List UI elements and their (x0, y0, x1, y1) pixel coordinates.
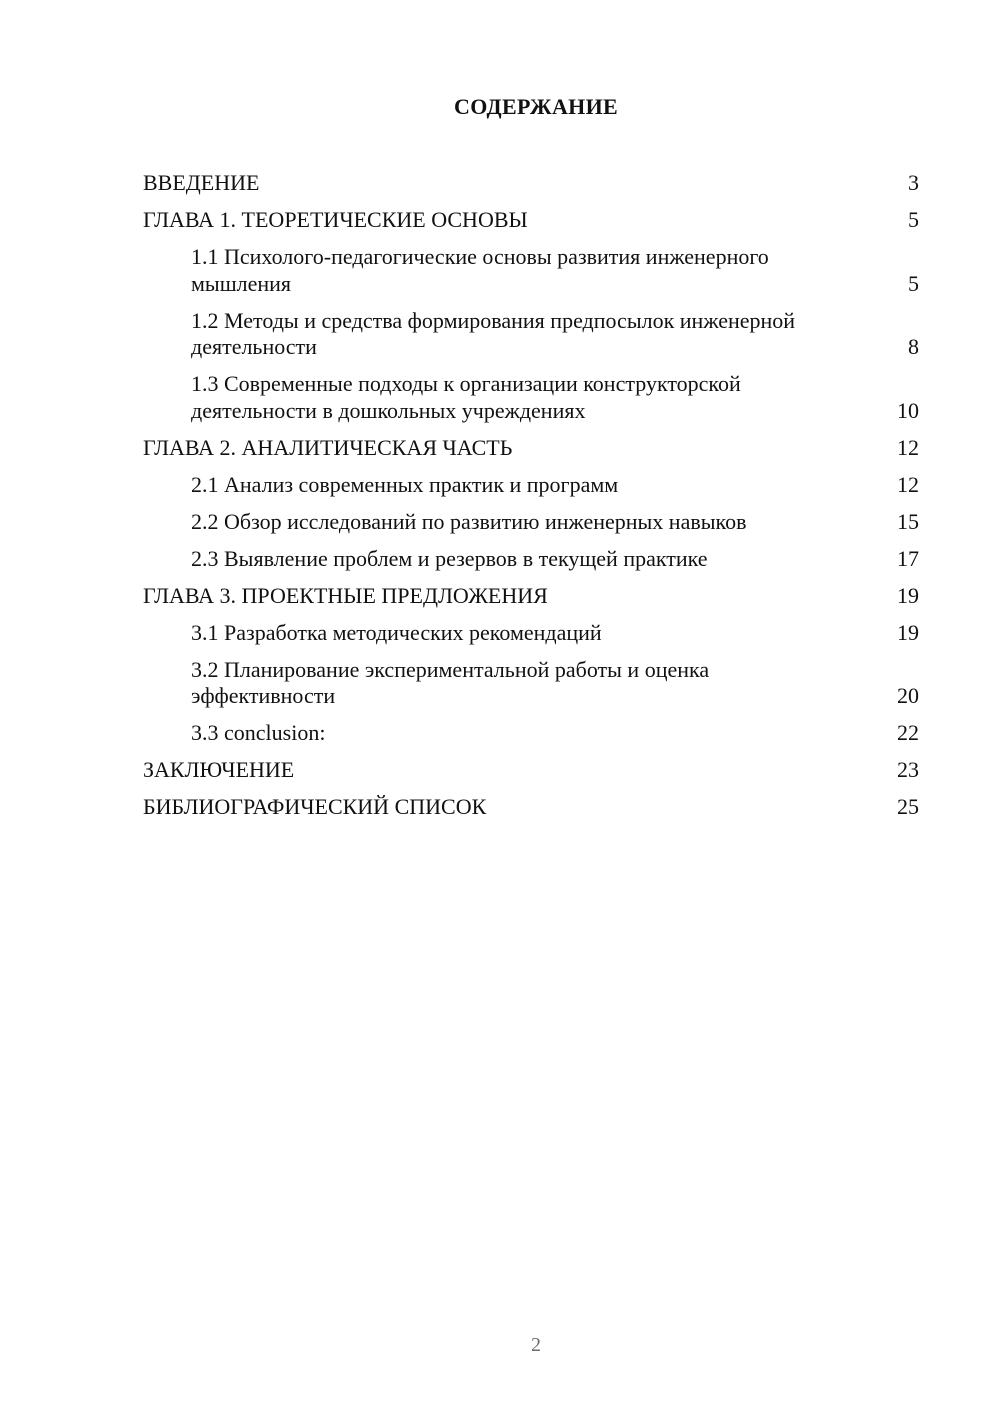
toc-entry-title: 2.2 Обзор исследований по развитию инженерных навыков (191, 508, 747, 534)
toc-entry[interactable] (143, 509, 919, 536)
toc-entry-title: ГЛАВА 1. ТЕОРЕТИЧЕСКИЕ ОСНОВЫ (143, 207, 528, 232)
toc-entry-title: 3.1 Разработка методических рекомендаций (191, 619, 602, 645)
toc-entry-page: 15 (897, 508, 919, 534)
toc-entry[interactable] (143, 657, 919, 710)
toc-entry-page: 5 (908, 207, 919, 232)
toc-entry[interactable] (143, 207, 919, 234)
toc-entry[interactable] (143, 720, 919, 747)
toc-entry[interactable] (143, 308, 919, 361)
toc-entry-page: 23 (897, 757, 919, 782)
toc-entry-page: 5 (908, 270, 919, 296)
toc-entry-page: 19 (897, 582, 919, 608)
toc-entry-page: 3 (908, 170, 919, 195)
toc-entry-title: БИБЛИОГРАФИЧЕСКИЙ СПИСОК (143, 794, 487, 819)
toc-entry-title: 3.2 Планирование экспериментальной работы и оценка эффективности (191, 656, 710, 708)
toc-entry[interactable] (143, 472, 919, 499)
toc-entry[interactable] (143, 794, 919, 821)
toc-entry-page: 20 (897, 683, 919, 708)
toc-entry-page: 25 (897, 794, 919, 819)
toc-entry[interactable] (143, 170, 919, 197)
toc-entry[interactable] (143, 620, 919, 647)
toc-entry-title: ГЛАВА 2. АНАЛИТИЧЕСКАЯ ЧАСТЬ (143, 434, 513, 460)
toc-entry-page: 8 (908, 334, 919, 359)
toc-entry-title: ЗАКЛЮЧЕНИЕ (143, 757, 295, 782)
toc-entry[interactable] (143, 546, 919, 573)
toc-entry[interactable] (143, 583, 919, 610)
toc-entry-page: 19 (897, 619, 919, 645)
table-of-contents (143, 170, 919, 831)
toc-entry-page: 12 (897, 434, 919, 460)
toc-entry[interactable] (143, 435, 919, 462)
toc-entry-title: 2.3 Выявление проблем и резервов в текущей практике (191, 545, 708, 571)
toc-entry-page: 22 (897, 720, 919, 745)
toc-entry[interactable] (143, 244, 919, 297)
toc-entry-title: ВВЕДЕНИЕ (143, 170, 260, 195)
toc-entry-title: 1.1 Психолого-педагогические основы развития инженерного мышления (191, 244, 769, 296)
toc-entry-title: 1.2 Методы и средства формирования предпосылок инженерной деятельности (191, 307, 796, 359)
toc-entry-title: 2.1 Анализ современных практик и программ (191, 471, 619, 497)
page-number: 2 (531, 1334, 541, 1356)
toc-entry-page: 10 (897, 397, 919, 423)
toc-entry-title: ГЛАВА 3. ПРОЕКТНЫЕ ПРЕДЛОЖЕНИЯ (143, 582, 548, 608)
toc-entry-page: 17 (897, 545, 919, 571)
toc-entry-page: 12 (897, 471, 919, 497)
toc-entry[interactable] (143, 757, 919, 784)
page-title: СОДЕРЖАНИЕ (454, 94, 618, 119)
toc-entry-title: 3.3 conclusion: (191, 720, 326, 745)
toc-entry[interactable] (143, 371, 919, 424)
toc-entry-title: 1.3 Современные подходы к организации конструкторской деятельности в дошкольных учреждениях (191, 371, 741, 423)
